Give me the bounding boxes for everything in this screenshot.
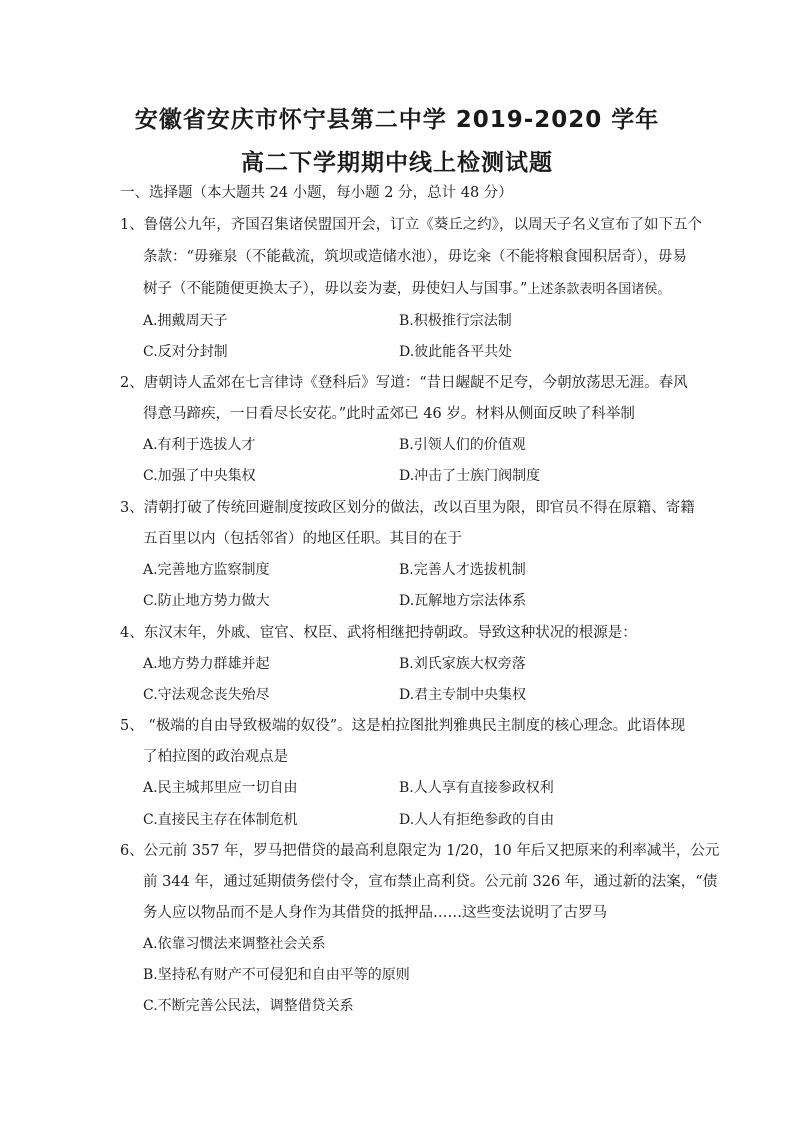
- q2-option-a: A.有利于选拔人才: [143, 437, 256, 453]
- q5-option-a: A.民主城邦里应一切自由: [143, 780, 298, 796]
- q6-stem-line1: 6、公元前 357 年，罗马把借贷的最高利息限定为 1/20，10 年后又把原来的利率减半，公元: [120, 843, 720, 859]
- q1-stem-line1: 1、鲁僖公九年，齐国召集诸侯盟国开会，订立《葵丘之约》，以周天子名义宣布了如下五个: [120, 217, 702, 233]
- exam-title-line2: 高二下学期期中线上检测试题: [241, 150, 553, 176]
- q4-option-d: D.君主专制中央集权: [399, 687, 527, 703]
- q6-option-b: B.坚持私有财产不可侵犯和自由平等的原则: [143, 967, 410, 983]
- q4-option-c: C.守法观念丧失殆尽: [143, 687, 270, 703]
- q6-stem-line2: 前 344 年，通过延期债务偿付令，宣布禁止高利贷。公元前 326 年，通过新的法案，“债: [143, 874, 718, 890]
- q5-option-c: C.直接民主存在体制危机: [143, 812, 298, 828]
- q3-option-d: D.瓦解地方宗法体系: [399, 593, 527, 609]
- q2-option-c: C.加强了中央集权: [143, 468, 256, 484]
- q1-stem-line3a: 树子（不能随便更换太子），毋以妾为妻，毋使妇人与国事。”: [143, 281, 528, 297]
- q2-stem-line2: 得意马蹄疾，一日看尽长安花。”此时孟郊已 46 岁。材料从侧面反映了科举制: [143, 406, 635, 422]
- q1-option-a: A.拥戴周天子: [143, 313, 228, 329]
- q1-option-d: D.彼此能各平共处: [399, 344, 513, 360]
- q5-option-d: D.人人有拒绝参政的自由: [399, 812, 555, 828]
- q5-stem-line1: 5、 “极端的自由导致极端的奴役”。这是柏拉图批判雅典民主制度的核心理念。此语体现: [120, 718, 686, 734]
- q5-option-b: B.人人享有直接参政权利: [399, 780, 554, 796]
- q1-stem-line3b: 上述条款表明各国诸侯。: [527, 282, 671, 297]
- q1-option-b: B.积极推行宗法制: [399, 313, 512, 329]
- q6-option-c: C.不断完善公民法，调整借贷关系: [143, 998, 354, 1014]
- q3-stem-line2: 五百里以内（包括邻省）的地区任职。其目的在于: [143, 531, 462, 547]
- q2-stem-line1: 2、唐朝诗人孟郊在七言律诗《登科后》写道：“昔日龌龊不足夸，今朝放荡思无涯。春风: [120, 375, 688, 391]
- q4-stem-line1: 4、东汉末年，外戚、宦官、权臣、武将相继把持朝政。导致这种状况的根源是：: [120, 625, 637, 641]
- section-header: 一、选择题（本大题共 24 小题，每小题 2 分，总计 48 分）: [120, 185, 513, 201]
- q5-stem-line2: 了柏拉图的政治观点是: [143, 749, 288, 765]
- q3-stem-line1: 3、清朝打破了传统回避制度按政区划分的做法，改以百里为限，即官员不得在原籍、寄籍: [120, 500, 695, 516]
- q6-stem-line3: 务人应以物品而不是人身作为其借贷的抵押品……这些变法说明了古罗马: [143, 905, 607, 921]
- q2-option-d: D.冲击了士族门阀制度: [399, 468, 541, 484]
- q2-option-b: B.引领人们的价值观: [399, 437, 526, 453]
- q1-stem-line3: [143, 279, 670, 300]
- q1-stem-line2: 条款：“毋雍泉（不能截流，筑坝或造储水池），毋讫籴（不能将粮食囤积居奇），毋易: [143, 249, 687, 265]
- q1-option-c: C.反对分封制: [143, 344, 228, 360]
- exam-title-line1: 安徽省安庆市怀宁县第二中学 2019-2020 学年: [134, 107, 660, 133]
- q3-option-b: B.完善人才选拔机制: [399, 562, 526, 578]
- q6-option-a: A.依靠习惯法来调整社会关系: [143, 936, 326, 952]
- q4-option-b: B.刘氏家族大权旁落: [399, 656, 526, 672]
- q3-option-c: C.防止地方势力做大: [143, 593, 270, 609]
- q4-option-a: A.地方势力群雄并起: [143, 656, 270, 672]
- q3-option-a: A.完善地方监察制度: [143, 562, 270, 578]
